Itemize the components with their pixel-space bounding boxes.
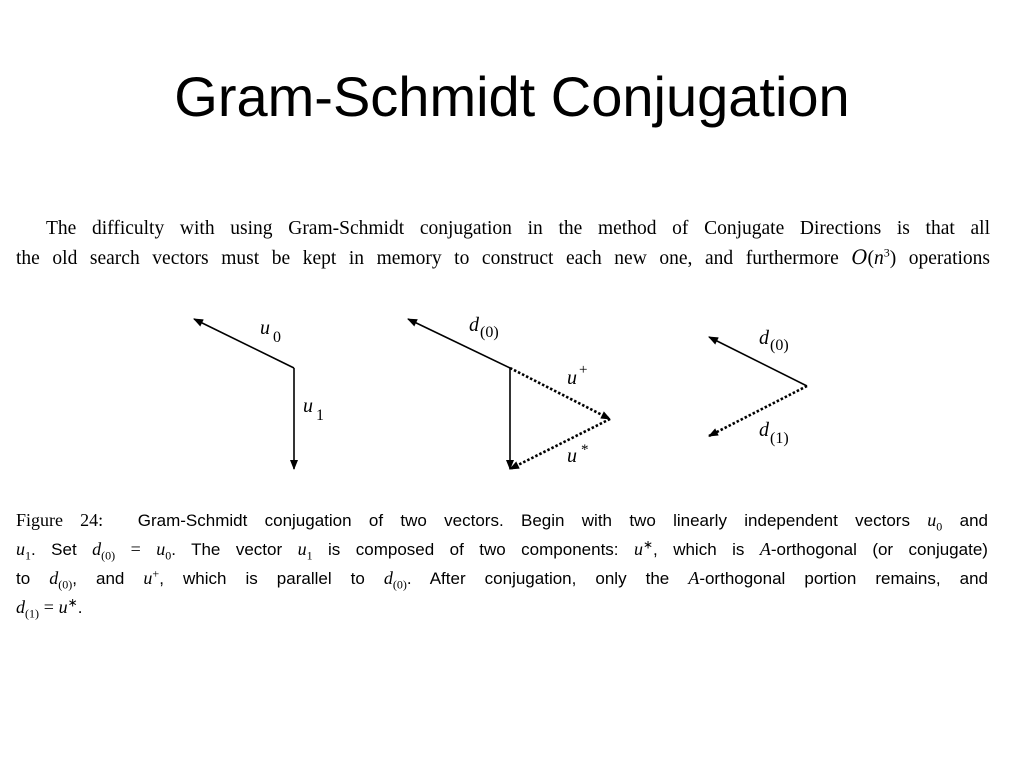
vector-u-plus — [510, 368, 610, 419]
panel-2 — [408, 314, 610, 469]
label-d0-right: $d_{(0)}$ — [759, 327, 789, 354]
caption-line-3: to $d_{(0)}$, and u+, which is parallel to $d_{(0)}$. After conjugation, only the A-orthogonal portion remains, and — [16, 566, 988, 592]
panel-1 — [194, 317, 324, 469]
panel-3 — [709, 327, 807, 447]
vector-d0-right — [709, 337, 807, 386]
intro-line-2 — [16, 243, 990, 273]
intro-line-1: The difficulty with using Gram-Schmidt conjugation in the method of Conjugate Directions is that all — [46, 218, 990, 239]
caption-line-2: $u_1$. Set $d_{(0)} = u_0$. The vector $u_1$ is composed of two components: u∗, which is A-orthogonal (or conjugate) — [16, 537, 988, 563]
label-u0: u $_0$ — [260, 317, 281, 346]
label-u-plus: u + — [567, 362, 588, 389]
slide-title: Gram-Schmidt Conjugation — [174, 65, 850, 128]
intro-line-2-end: operations — [896, 248, 991, 269]
vector-d1 — [709, 386, 807, 436]
big-o-notation: $O(n^3)$ — [851, 245, 897, 269]
vector-u-star — [510, 419, 610, 469]
intro-line-2-text: the old search vectors must be kept in memory to construct each new one, and furthermore — [16, 248, 852, 269]
caption-line-4: $d_{(1)} = u^∗$. — [16, 595, 83, 621]
figure-caption — [16, 506, 988, 622]
label-u1: u $_1$ — [303, 395, 324, 424]
caption-line-1: Figure 24: Gram-Schmidt conjugation of two vectors. Begin with two linearly independent vectors $u_0$ and — [16, 510, 988, 534]
label-d0: $d_{(0)}$ — [469, 314, 499, 341]
label-u-star: u * — [567, 442, 589, 467]
gram-schmidt-figure — [0, 300, 1024, 490]
label-d1: $d_{(1)}$ — [759, 419, 789, 447]
intro-paragraph — [16, 214, 990, 273]
